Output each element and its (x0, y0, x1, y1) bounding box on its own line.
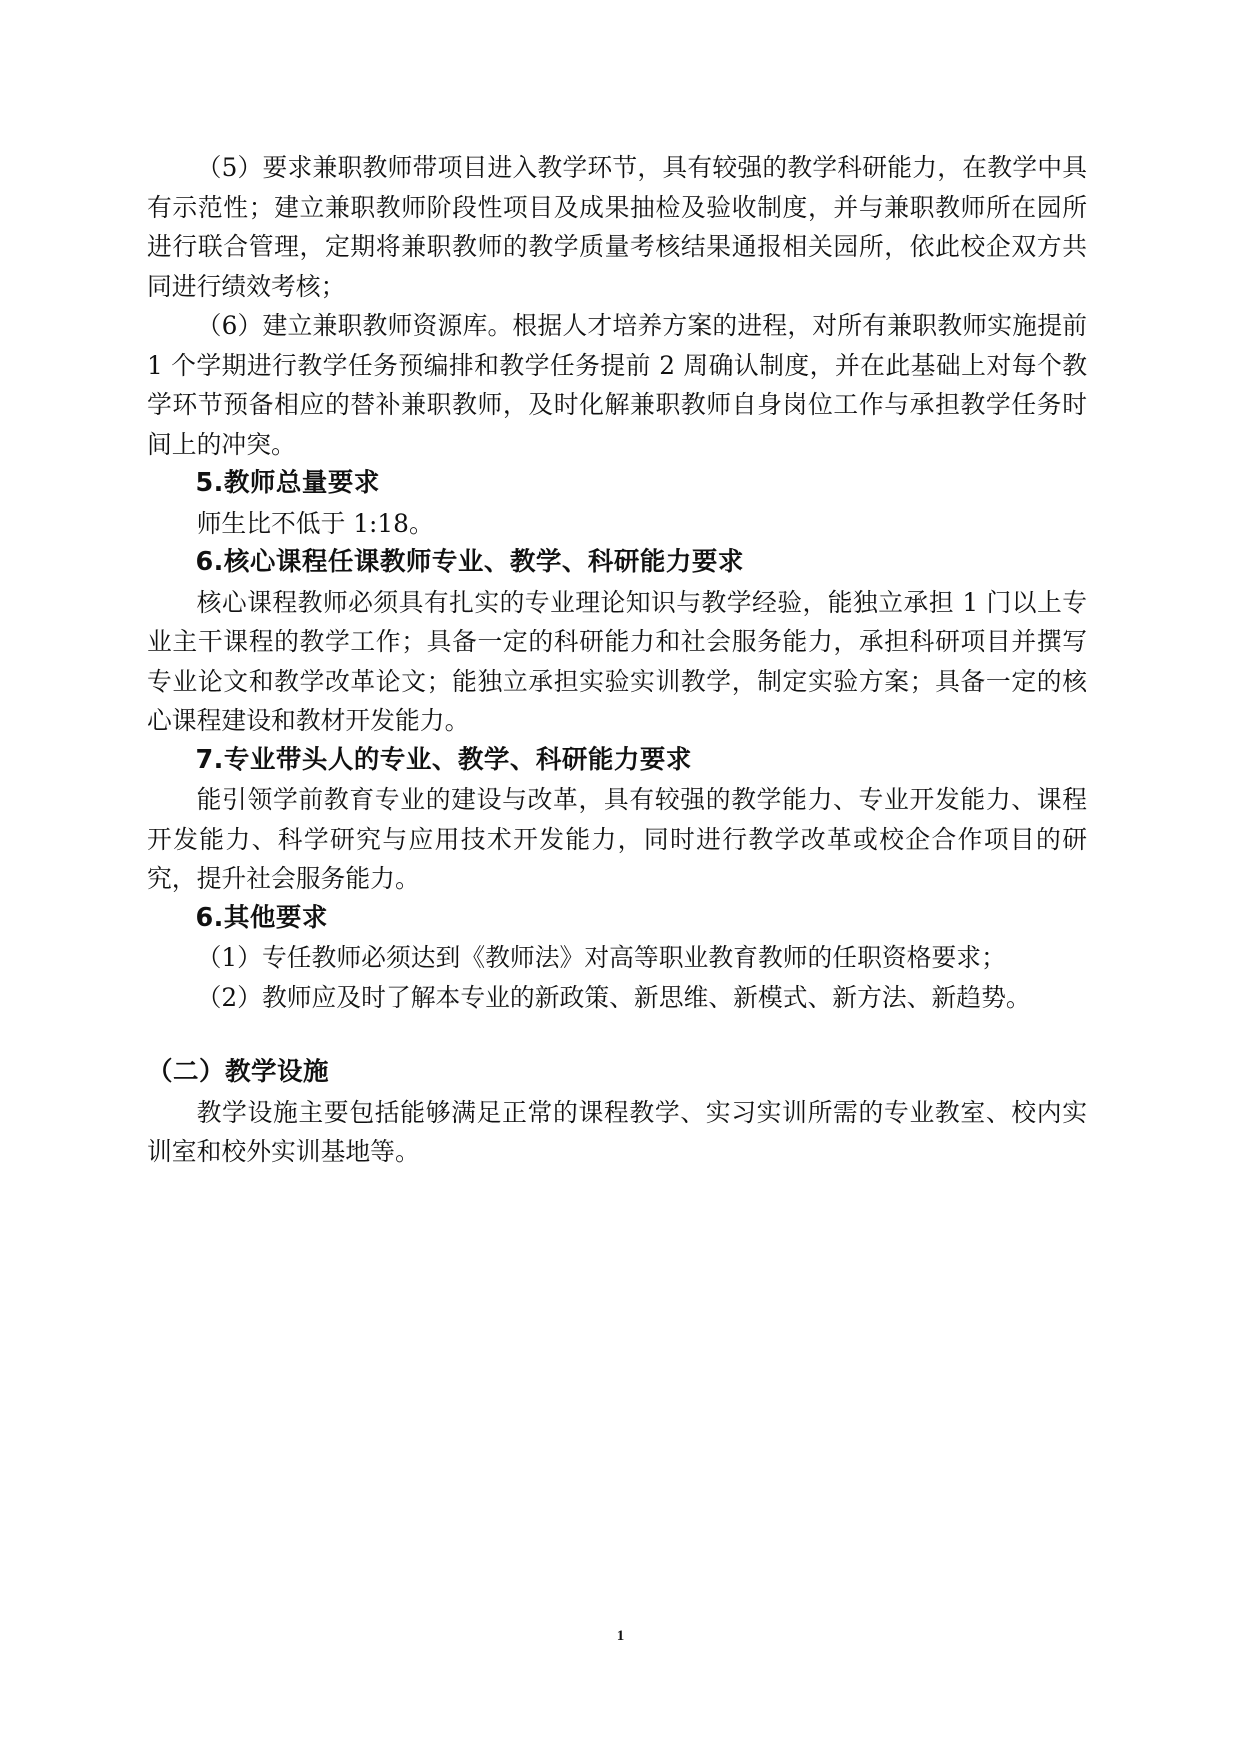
document-body (147, 148, 1087, 1172)
paragraph-item-5: （5）要求兼职教师带项目进入教学环节，具有较强的教学科研能力，在教学中具有示范性；建立兼职教师阶段性项目及成果抽检及验收制度，并与兼职教师所在园所进行联合管理，定期将兼职教师的教学质量考核结果通报相关园所，依此校企双方共同进行绩效考核； (147, 153, 1087, 301)
heading-teacher-total: 5.教师总量要求 (195, 468, 380, 498)
paragraph-other-item-2: （2）教师应及时了解本专业的新政策、新思维、新模式、新方法、新趋势。 (196, 982, 1031, 1012)
heading-professional-leader: 7.专业带头人的专业、教学、科研能力要求 (195, 744, 692, 775)
paragraph-teaching-facilities: 教学设施主要包括能够满足正常的课程教学、实习实训所需的专业教室、校内实训室和校外实训基地等。 (147, 1097, 1087, 1166)
page-number: 1 (616, 1628, 625, 1644)
paragraph-item-6: （6）建立兼职教师资源库。根据人才培养方案的进程，对所有兼职教师实施提前 1 个学期进行教学任务预编排和教学任务提前 2 周确认制度，并在此基础上对每个教学环节预备相应的替补兼职教师，及时化解兼职教师自身岗位工作与承担教学任务时间上的冲突。 (147, 311, 1087, 459)
heading-other-requirements: 6.其他要求 (195, 902, 328, 933)
paragraph-core-course-teachers: 核心课程教师必须具有扎实的专业理论知识与教学经验，能独立承担 1 门以上专业主干课程的教学工作；具备一定的科研能力和社会服务能力，承担科研项目并撰写专业论文和教学改革论文；能独立承担实验实训教学，制定实验方案；具备一定的核心课程建设和教材开发能力。 (147, 587, 1087, 735)
heading-core-course-teachers: 6.核心课程任课教师专业、教学、科研能力要求 (195, 547, 744, 577)
paragraph-other-item-1: （1）专任教师必须达到《教师法》对高等职业教育教师的任职资格要求； (196, 943, 1006, 972)
paragraph-teacher-ratio: 师生比不低于 1:18。 (196, 508, 434, 538)
paragraph-professional-leader: 能引领学前教育专业的建设与改革，具有较强的教学能力、专业开发能力、课程开发能力、科学研究与应用技术开发能力，同时进行教学改革或校企合作项目的研究，提升社会服务能力。 (147, 785, 1087, 893)
heading-teaching-facilities: （二）教学设施 (147, 1057, 330, 1087)
